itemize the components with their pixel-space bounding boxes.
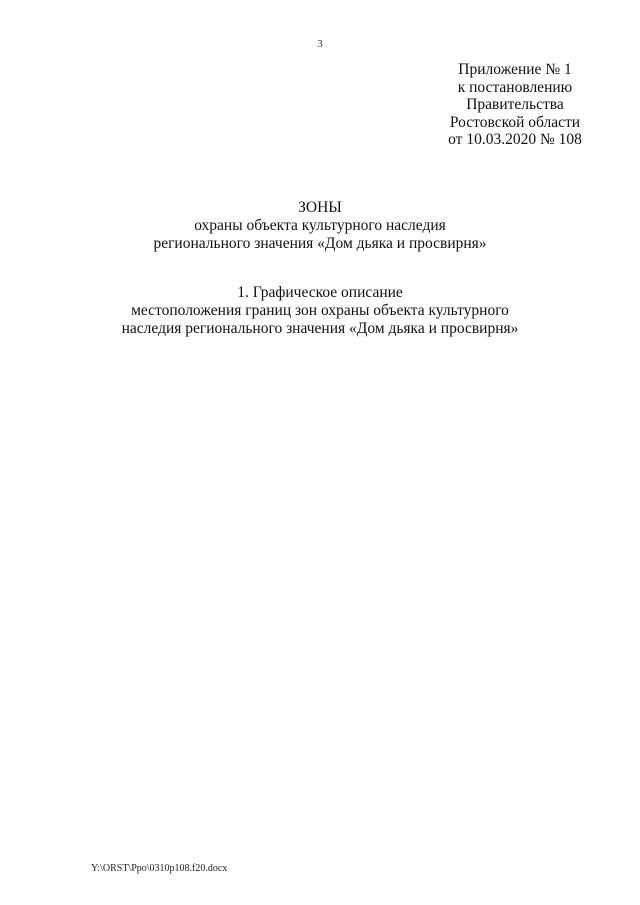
section-heading-block [0, 284, 640, 338]
appendix-line: Приложение № 1 [458, 61, 572, 78]
appendix-line: от 10.03.2020 № 108 [448, 131, 582, 148]
title-line: охраны объекта культурного наследия [194, 217, 446, 234]
title-line: регионального значения «Дом дьяка и просвирня» [153, 235, 487, 252]
footer-file-path: Y:\ORST\Ppo\0310p108.f20.docx [91, 863, 228, 874]
document-title [0, 199, 640, 253]
section-line: наследия регионального значения «Дом дьяка и просвирня» [121, 320, 519, 337]
title-heading: ЗОНЫ [298, 199, 342, 216]
section-line: местоположения границ зон охраны объекта культурного [131, 302, 509, 319]
page-number: 3 [317, 38, 323, 50]
appendix-line: Правительства [466, 96, 564, 113]
section-heading: 1. Графическое описание [237, 284, 403, 301]
appendix-reference [430, 61, 600, 149]
appendix-line: Ростовской области [449, 113, 581, 131]
appendix-line: к постановлению [457, 78, 573, 96]
